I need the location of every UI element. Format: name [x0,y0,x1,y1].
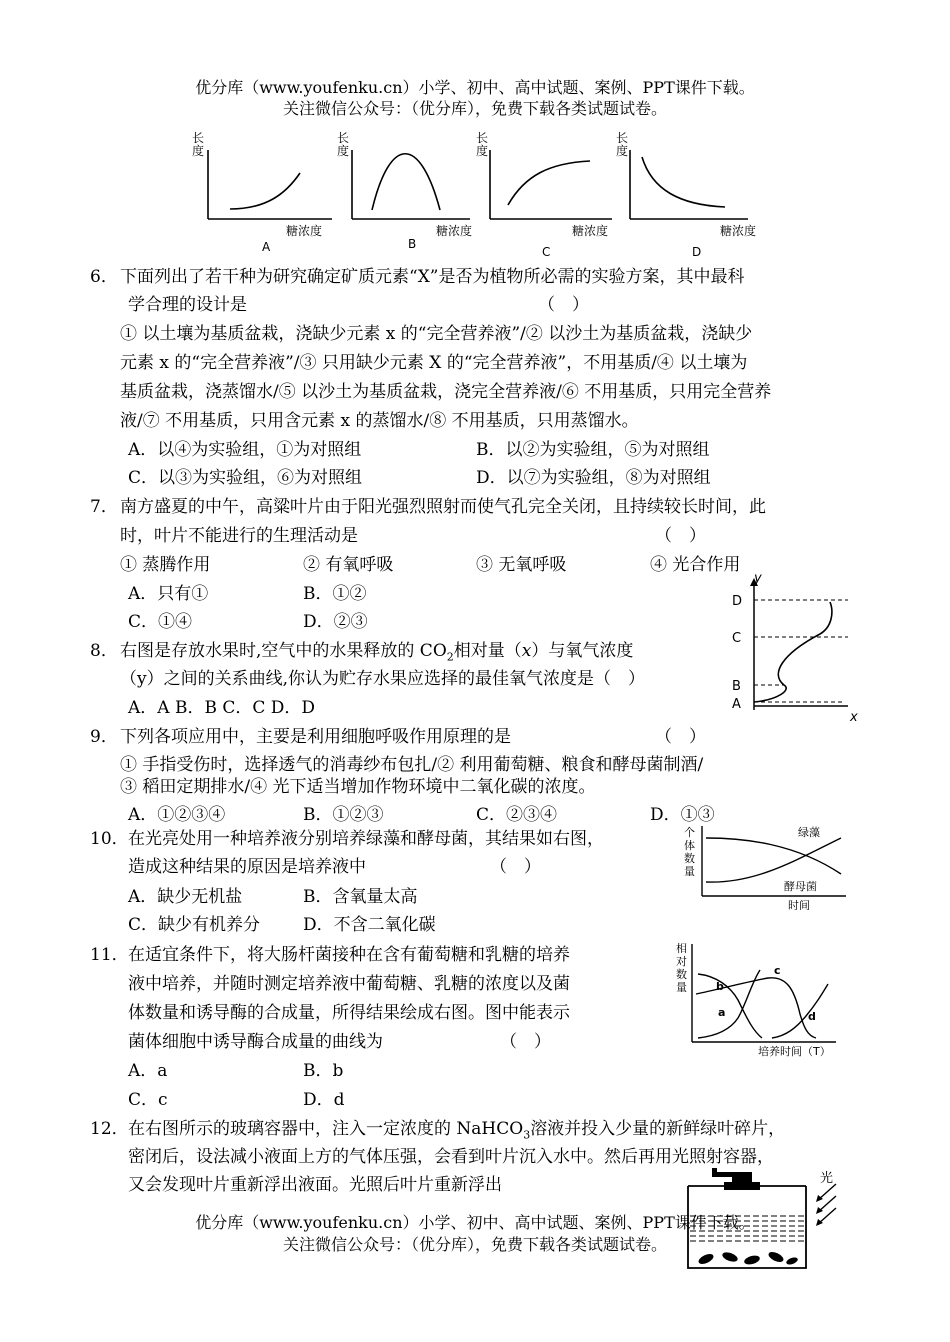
q10-choice-c[interactable]: C．缺少有机养分 [128,915,261,935]
q6-choice-a[interactable]: A．以④为实验组，①为对照组 [128,440,362,460]
q8-number: 8． [90,641,118,661]
q9-answer-paren: （ ） [655,727,706,747]
q7-item-1: ① 蒸腾作用 [120,555,211,575]
q7-choice-d[interactable]: D．②③ [303,612,368,632]
graph-b-xlabel: 糖浓度 [436,224,473,238]
q7-choice-a[interactable]: A．只有① [128,584,209,604]
q12-stem-line-2: 密闭后，设法减小液面上方的气体压强，会看到叶片沉入水中。然后再用光照射容器， [128,1147,774,1167]
q10-stem-line-1: 在光亮处用一种培养液分别培养绿藻和酵母菌，其结果如右图， [128,829,604,849]
graph-a-xlabel: 糖浓度 [286,224,323,238]
q6-answer-paren: （ ） [538,295,589,315]
graph-b-ylabel-1: 长 [337,131,350,145]
q8-level-a: A [732,697,741,712]
q10-ylabel-4: 量 [684,865,695,878]
graph-a-curve [230,173,300,209]
q8-level-b: B [732,679,741,694]
graph-c-ylabel-2: 度 [476,144,489,158]
q11-number: 11． [90,945,129,965]
q6-option-line: 基质盆栽，浇蒸馏水/⑤ 以沙土为基质盆栽，浇完全营养液/⑥ 不用基质，只用完全营养 [120,382,772,402]
q7-item-3: ③ 无氧呼吸 [476,555,567,575]
q10-ylabel-3: 数 [684,852,695,865]
q7-item-2: ② 有氧呼吸 [303,555,394,575]
q11-choice-b[interactable]: B．b [303,1061,344,1081]
q9-choice-a[interactable]: A．①②③④ [128,805,226,825]
graph-b-curve [372,154,440,210]
q7-stem-line-2: 时，叶片不能进行的生理活动是 [120,526,358,546]
sugar-length-graphs [180,125,780,265]
q10-stem-line-2: 造成这种结果的原因是培养液中 [128,857,366,877]
q8-stem-line-1: 右图是存放水果时,空气中的水果释放的 $CO_2$相对量（x）与氧气浓度 [120,641,634,664]
graph-a-ylabel-1: 长 [192,131,205,145]
q11-choice-d[interactable]: D．d [303,1090,345,1110]
q10-choice-d[interactable]: D．不含二氧化碳 [303,915,436,935]
q9-choice-d[interactable]: D．①③ [650,805,715,825]
q11-label-d: d [808,1010,816,1023]
q10-yeast-label: 酵母菌 [784,880,817,893]
q11-stem-line: 菌体细胞中诱导酶合成量的曲线为 [128,1032,383,1052]
q12-stem-line-1: 在右图所示的玻璃容器中，注入一定浓度的 NaHCO$_3$溶液并投入少量的新鲜绿叶碎片， [128,1119,786,1142]
q6-option-line: 液/⑦ 不用基质，只用含元素 x 的蒸馏水/⑧ 不用基质，只用蒸馏水。 [120,411,639,431]
q7-number: 7． [90,497,118,517]
q6-stem-line-2: 学合理的设计是 [128,295,247,315]
q6-number: 6． [90,267,118,287]
q7-stem-line-1: 南方盛夏的中午，高粱叶片由于阳光强烈照射而使气孔完全关闭，且持续较长时间，此 [120,497,766,517]
q6-option-line: 元素 x 的“完全营养液”/③ 只用缺少元素 X 的“完全营养液”，不用基质/④ 以土壤为 [120,353,748,373]
q10-number: 10． [90,829,129,849]
q11-label-c: c [774,964,781,977]
q7-answer-paren: （ ） [655,526,706,546]
q10-ylabel-2: 体 [684,839,695,852]
graph-d-letter: D [692,245,702,259]
q8-y-label: y [754,572,762,586]
q8-level-d: D [732,594,743,609]
q8-oxygen-graph [722,572,862,724]
q10-answer-paren: （ ） [490,857,541,877]
q11-choice-c[interactable]: C．c [128,1090,168,1110]
q8-choices[interactable]: A．A B．B C．C D．D [128,698,316,718]
q10-culture-graph [676,820,856,910]
q11-label-a: a [718,1006,726,1019]
q11-stem-line: 在适宜条件下，将大肠杆菌接种在含有葡萄糖和乳糖的培养 [128,945,570,965]
q7-choice-b[interactable]: B．①② [303,584,367,604]
q6-choice-d[interactable]: D．以⑦为实验组，⑧为对照组 [476,468,711,488]
light-label: 光 [820,1171,834,1186]
q6-stem-line-1: 下面列出了若干种为研究确定矿质元素“X”是否为植物所必需的实验方案，其中最科 [120,267,745,287]
q11-curve-a [698,970,760,1038]
q9-choice-c[interactable]: C．②③④ [476,805,558,825]
graph-b-letter: B [408,237,417,251]
graph-d-curve [642,157,725,207]
q11-ylabel-1: 相 [676,942,687,955]
q7-item-4: ④ 光合作用 [650,555,741,575]
q6-choice-b[interactable]: B．以②为实验组，⑤为对照组 [476,440,710,460]
graph-c-xlabel: 糖浓度 [572,224,609,238]
q10-ylabel-1: 个 [684,826,695,839]
graph-c-curve [508,161,590,205]
q9-stem-line-1: 下列各项应用中，主要是利用细胞呼吸作用原理的是 [120,727,511,747]
q6-choice-c[interactable]: C．以③为实验组，⑥为对照组 [128,468,363,488]
q11-answer-paren: （ ） [500,1032,551,1052]
q8-level-c: C [732,631,742,646]
graph-a-ylabel-2: 度 [192,144,205,158]
q11-stem-line: 液中培养，并随时测定培养液中葡萄糖、乳糖的浓度以及菌 [128,974,570,994]
graph-d-ylabel-2: 度 [616,144,629,158]
q7-choice-c[interactable]: C．①④ [128,612,193,632]
graph-c-ylabel-1: 长 [476,131,489,145]
q6-option-line: ① 以土壤为基质盆栽，浇缺少元素 x 的“完全营养液”/② 以沙土为基质盆栽，浇缺少 [120,324,753,344]
q11-xlabel: 培养时间（T） [758,1045,831,1058]
q8-curve [754,602,832,702]
graph-b-ylabel-2: 度 [337,144,350,158]
footer-line-1: 优分库（www.youfenku.cn）小学、初中、高中试题、案例、PPT课件下载。 [195,1213,755,1232]
q12-stem-line-3: 又会发现叶片重新浮出液面。光照后叶片重新浮出 [128,1175,502,1195]
q11-curve-c [696,978,816,1038]
q11-ylabel-4: 量 [676,981,687,994]
q9-choice-b[interactable]: B．①②③ [303,805,384,825]
graph-c-letter: C [542,245,551,259]
q10-green-algae-curve [706,838,841,874]
q11-stem-line: 体数量和诱导酶的合成量，所得结果绘成右图。图中能表示 [128,1003,570,1023]
q9-number: 9． [90,727,118,747]
q8-stem-line-2: （y）之间的关系曲线,你认为贮存水果应选择的最佳氧气浓度是（ ） [120,669,646,689]
graph-d-ylabel-1: 长 [616,131,629,145]
graph-d-xlabel: 糖浓度 [720,224,757,238]
q12-number: 12． [90,1119,129,1139]
q11-choice-a[interactable]: A．a [128,1061,168,1081]
q9-stem-line-3: ③ 稻田定期排水/④ 光下适当增加作物环境中二氧化碳的浓度。 [120,777,596,797]
q8-x-label: x [850,710,858,724]
q11-ylabel-2: 对 [676,955,687,968]
q11-induced-enzyme-graph [676,938,846,1058]
header-line-1: 优分库（www.youfenku.cn）小学、初中、高中试题、案例、PPT课件下载。 [195,78,755,97]
header-line-2: 关注微信公众号：（优分库），免费下载各类试题试卷。 [282,99,667,118]
q10-choice-a[interactable]: A．缺少无机盐 [128,887,243,907]
graph-a-letter: A [262,240,271,254]
q10-green-algae-label: 绿藻 [798,826,820,839]
q10-choice-b[interactable]: B．含氧量太高 [303,887,418,907]
q11-label-b: b [716,980,724,993]
q11-ylabel-3: 数 [676,968,687,981]
q10-xlabel: 时间 [788,899,810,910]
footer-line-2: 关注微信公众号：（优分库），免费下载各类试题试卷。 [282,1235,667,1254]
q9-stem-line-2: ① 手指受伤时，选择透气的消毒纱布包扎/② 利用葡萄糖、粮食和酵母菌制酒/ [120,755,704,775]
